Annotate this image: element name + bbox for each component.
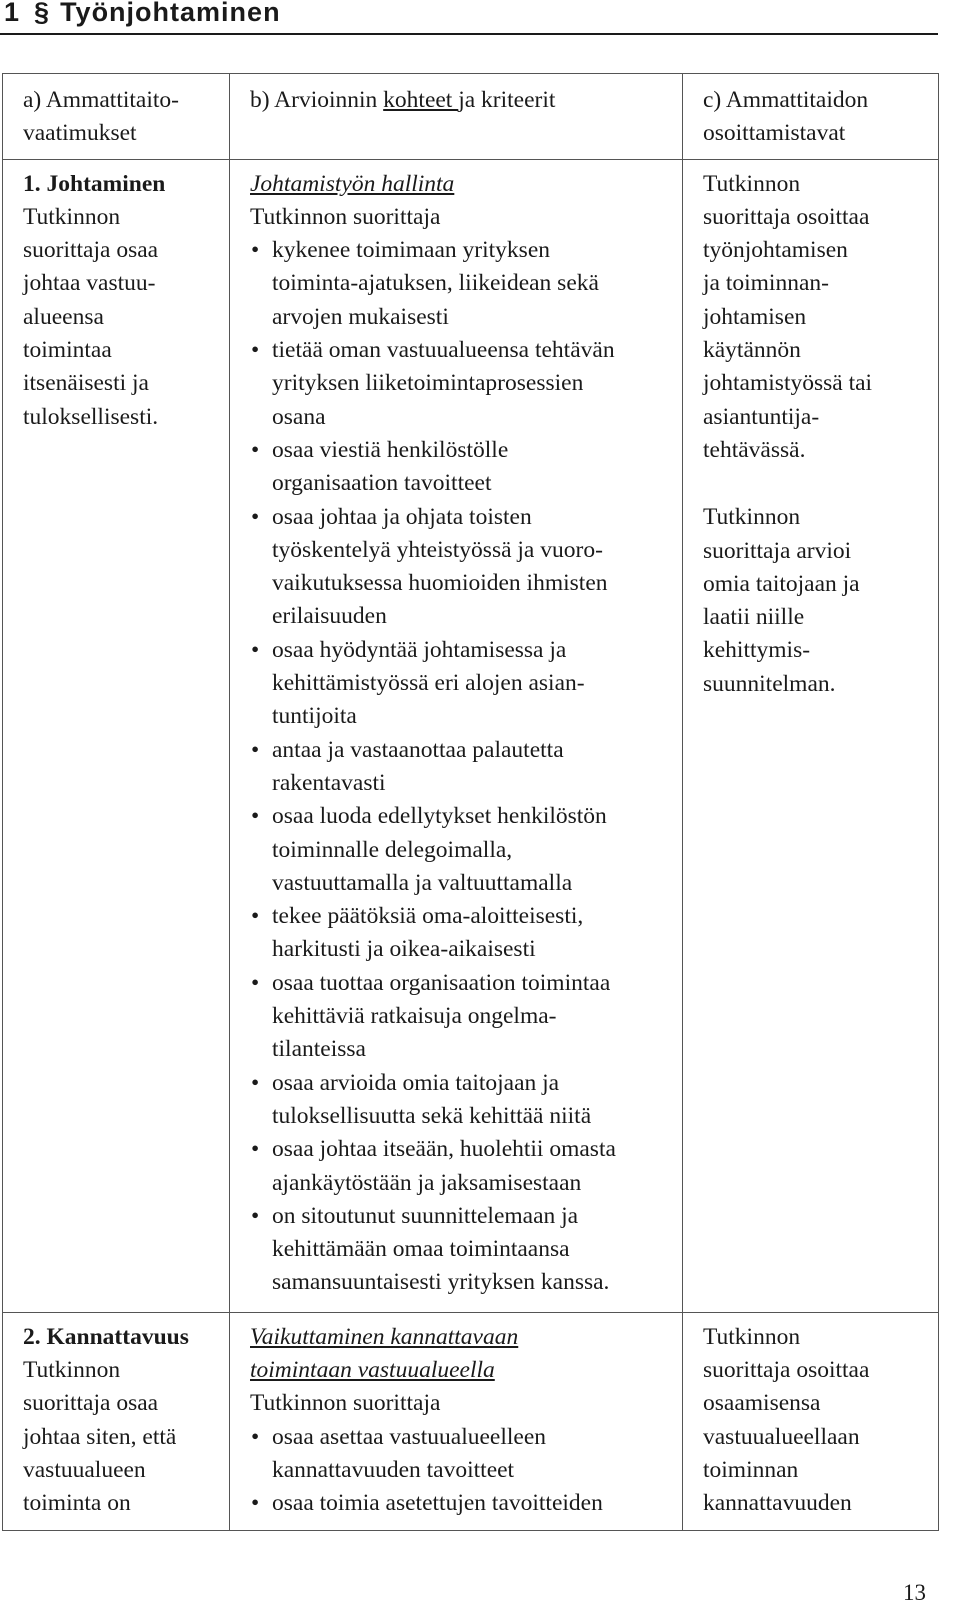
header-b-prefix: b) Arvioinnin	[250, 87, 384, 113]
header-b-underlined: kohteet	[383, 87, 459, 113]
requirement-line: suorittaja osaa	[23, 237, 159, 264]
demonstration-line: suorittaja arvioi	[703, 537, 852, 564]
page-number: 13	[903, 1580, 926, 1605]
bullet-line: kannattavuuden tavoitteet	[272, 1456, 515, 1483]
bullet-line: • osaa luoda edellytykset henkilöstön	[272, 803, 607, 830]
demonstration-line: suunnitelman.	[703, 670, 836, 697]
criteria-bullet	[250, 1200, 674, 1300]
bullet-line: • on sitoutunut suunnittelemaan ja	[272, 1202, 579, 1229]
bullet-line: erilaisuuden	[272, 603, 387, 630]
section-header	[0, 0, 938, 35]
demonstration-line: osaamisensa	[703, 1390, 821, 1417]
bullet-line: vastuuttamalla ja valtuuttamalla	[272, 869, 573, 896]
criteria-bullet	[250, 1067, 674, 1134]
criteria-bullet	[250, 1421, 674, 1488]
demonstration-line: työnjohtamisen	[703, 237, 848, 264]
header-a-line: vaatimukset	[23, 120, 137, 147]
bullet-line: • osaa hyödyntää johtamisessa ja	[272, 636, 567, 663]
demonstration-line: kannattavuuden	[703, 1490, 852, 1517]
bullet-line: tuntijoita	[272, 703, 357, 730]
criteria-bullet	[250, 501, 674, 634]
requirement-line: johtaa vastuu-	[23, 270, 156, 297]
demonstration-line: asiantuntija-	[703, 403, 820, 430]
requirement-line: Tutkinnon	[23, 1356, 121, 1383]
requirement-line: johtaa siten, että	[23, 1423, 177, 1450]
criteria-heading: toimintaan vastuualueella	[250, 1356, 495, 1383]
criteria-heading: Vaikuttaminen kannattavaan	[250, 1323, 519, 1350]
bullet-line: organisaation tavoitteet	[272, 470, 492, 497]
demonstration-line: suorittaja osoittaa	[703, 1356, 870, 1383]
bullet-line: arvojen mukaisesti	[272, 303, 449, 330]
header-cell-a	[3, 74, 230, 160]
header-cell-c	[683, 74, 939, 160]
header-a-line: a) Ammattitaito-	[23, 87, 179, 113]
cell-demonstration-1	[683, 159, 939, 1312]
bullet-line: toiminta-ajatuksen, liikeidean sekä	[272, 270, 599, 297]
section-sign: §	[34, 0, 51, 27]
bullet-line: kehittämistyössä eri alojen asian-	[272, 670, 585, 697]
header-b-line	[250, 84, 674, 117]
bullet-line: • tekee päätöksiä oma-aloitteisesti,	[272, 903, 584, 930]
bullet-line: osana	[272, 403, 326, 430]
bullet-line: ajankäytöstään ja jaksamisestaan	[272, 1169, 582, 1196]
bullet-line: • osaa toimia asetettujen tavoitteiden	[272, 1490, 603, 1517]
criteria-heading: Johtamistyön hallinta	[250, 170, 455, 197]
bullet-line: • osaa viestiä henkilöstölle	[272, 436, 509, 463]
header-c-line: osoittamistavat	[703, 120, 846, 147]
bullet-line: samansuuntaisesti yrityksen kanssa.	[272, 1269, 610, 1296]
bullet-line: tuloksellisuutta sekä kehittää niitä	[272, 1102, 592, 1129]
requirement-line: alueensa	[23, 303, 104, 330]
bullet-line: kehittäviä ratkaisuja ongelma-	[272, 1003, 557, 1030]
bullet-line: työskentelyä yhteistyössä ja vuoro-	[272, 536, 603, 563]
demonstration-line: johtamisen	[703, 303, 807, 330]
demonstration-line: Tutkinnon	[703, 504, 801, 531]
bullet-line: kehittämään omaa toimintaansa	[272, 1236, 570, 1263]
criteria-bullet	[250, 234, 674, 334]
criteria-table	[2, 73, 939, 1531]
header-cell-b	[230, 74, 683, 160]
demonstration-line: Tutkinnon	[703, 1323, 801, 1350]
criteria-bullet	[250, 800, 674, 900]
criteria-bullet	[250, 434, 674, 501]
requirement-line: tuloksellisesti.	[23, 403, 159, 430]
requirement-title: 1. Johtaminen	[23, 170, 166, 197]
criteria-intro: Tutkinnon suorittaja	[250, 1390, 441, 1417]
bullet-line: • osaa asettaa vastuualueelleen	[272, 1423, 547, 1450]
demonstration-line: tehtävässä.	[703, 436, 806, 463]
paragraph-gap	[703, 467, 930, 501]
criteria-intro: Tutkinnon suorittaja	[250, 203, 441, 230]
demonstration-line: laatii niille	[703, 604, 805, 631]
bullet-line: vaikutuksessa huomioiden ihmisten	[272, 570, 608, 597]
bullet-line: • antaa ja vastaanottaa palautetta	[272, 736, 564, 763]
requirement-line: vastuualueen	[23, 1456, 146, 1483]
cell-requirement-2	[3, 1312, 230, 1531]
bullet-line: rakentavasti	[272, 769, 386, 796]
cell-requirement-1	[3, 159, 230, 1312]
table-row	[3, 1312, 939, 1531]
bullet-line: • osaa johtaa ja ohjata toisten	[272, 503, 532, 530]
criteria-bullet	[250, 634, 674, 734]
requirement-line: toimintaa	[23, 337, 112, 364]
header-b-suffix: ja kriteerit	[458, 87, 556, 113]
criteria-bullet	[250, 734, 674, 801]
demonstration-line: toiminnan	[703, 1456, 799, 1483]
section-number: 1	[4, 0, 21, 27]
table-header-row	[3, 74, 939, 160]
cell-demonstration-2	[683, 1312, 939, 1531]
bullet-line: tilanteissa	[272, 1036, 366, 1063]
requirement-line: Tutkinnon	[23, 203, 121, 230]
demonstration-line: johtamistyössä tai	[703, 370, 873, 397]
requirement-line: toiminta on	[23, 1490, 131, 1517]
bullet-line: • kykenee toimimaan yrityksen	[272, 237, 551, 264]
criteria-bullet	[250, 1133, 674, 1200]
demonstration-line: omia taitojaan ja	[703, 570, 860, 597]
section-title: Työnjohtaminen	[60, 0, 281, 27]
section-heading	[4, 0, 281, 28]
demonstration-line: käytännön	[703, 337, 801, 364]
requirement-line: itsenäisesti ja	[23, 370, 149, 397]
bullet-line: • tietää oman vastuualueensa tehtävän	[272, 337, 615, 364]
requirement-title: 2. Kannattavuus	[23, 1323, 189, 1350]
criteria-bullet	[250, 334, 674, 434]
cell-criteria-1	[230, 159, 683, 1312]
requirement-line: suorittaja osaa	[23, 1390, 159, 1417]
demonstration-line: suorittaja osoittaa	[703, 203, 870, 230]
bullet-line: harkitusti ja oikea-aikaisesti	[272, 936, 536, 963]
demonstration-line: Tutkinnon	[703, 170, 801, 197]
bullet-line: • osaa tuottaa organisaation toimintaa	[272, 969, 611, 996]
header-c-line: c) Ammattitaidon	[703, 87, 869, 113]
criteria-bullet	[250, 900, 674, 967]
bullet-line: yrityksen liiketoimintaprosessien	[272, 370, 584, 397]
bullet-line: toiminnalle delegoimalla,	[272, 836, 513, 863]
table-row	[3, 159, 939, 1312]
demonstration-line: ja toiminnan-	[703, 270, 829, 297]
bullet-line: • osaa arvioida omia taitojaan ja	[272, 1069, 560, 1096]
criteria-bullet	[250, 967, 674, 1067]
cell-criteria-2	[230, 1312, 683, 1531]
demonstration-line: kehittymis-	[703, 637, 811, 664]
criteria-bullet	[250, 1487, 674, 1520]
bullet-line: • osaa johtaa itseään, huolehtii omasta	[272, 1136, 616, 1163]
demonstration-line: vastuualueellaan	[703, 1423, 860, 1450]
